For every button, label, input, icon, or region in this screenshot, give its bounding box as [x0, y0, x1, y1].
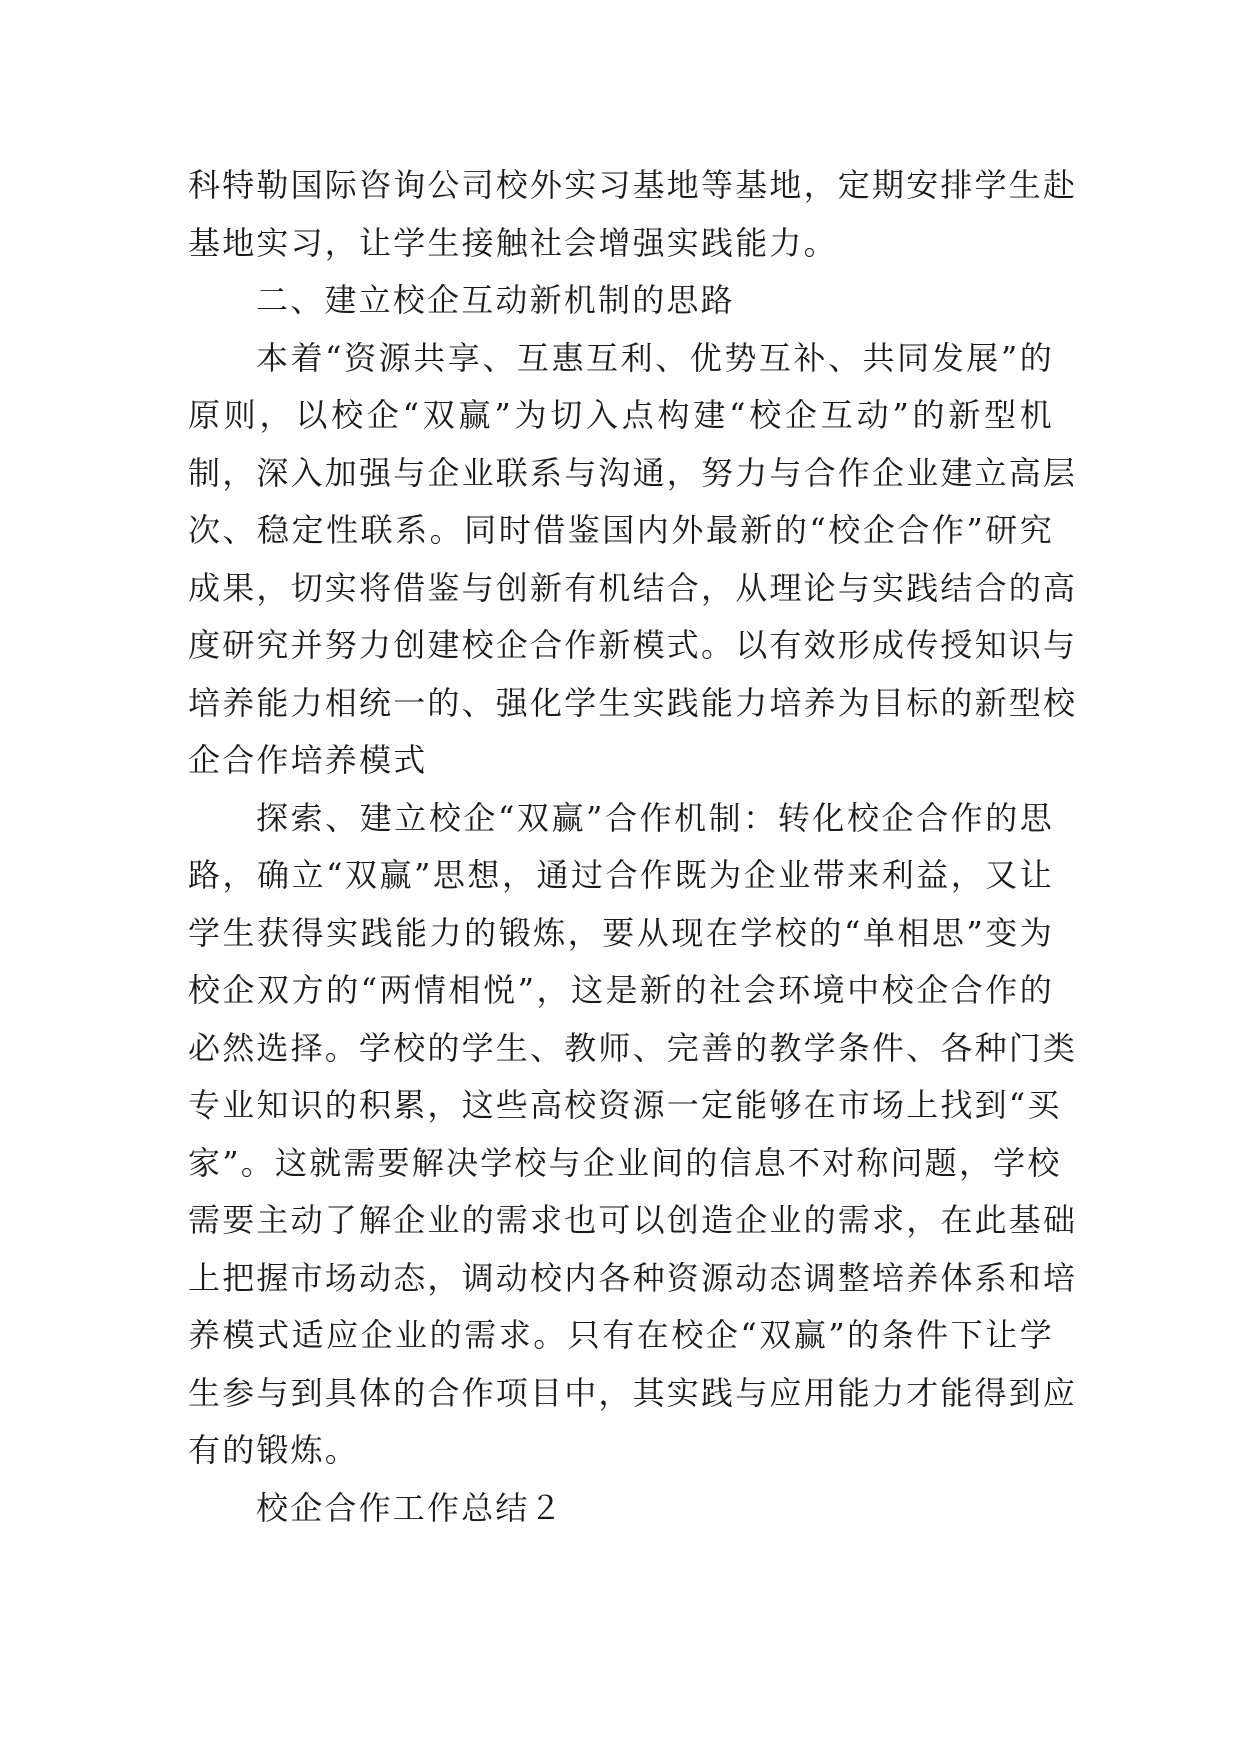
text-line: 专业知识的积累，这些高校资源一定能够在市场上找到“买 [188, 1086, 1062, 1124]
text-line: 家”。这就需要解决学校与企业间的信息不对称问题，学校 [188, 1143, 1062, 1182]
text-line: 上把握市场动态，调动校内各种资源动态调整培养体系和培 [188, 1258, 1078, 1297]
text-line: 企合作培养模式 [188, 741, 428, 779]
document-body [188, 157, 1078, 1537]
text-line: 培养能力相统一的、强化学生实践能力培养为目标的新型校 [188, 683, 1078, 722]
text-line: 本着“资源共享、互惠互利、优势互补、共同发展”的 [256, 338, 1054, 377]
text-line: 路，确立“双赢”思想，通过合作既为企业带来利益，又让 [188, 856, 1054, 894]
paragraph-internship-bases [188, 157, 1078, 272]
paragraph-win-win-mechanism [188, 790, 1078, 1480]
text-line: 生参与到具体的合作项目中，其实践与应用能力才能得到应 [188, 1373, 1078, 1412]
text-line: 校企双方的“两情相悦”，这是新的社会环境中校企合作的 [188, 971, 1054, 1009]
text-line: 学生获得实践能力的锻炼，要从现在学校的“单相思”变为 [188, 913, 1054, 952]
section-heading [188, 272, 1054, 330]
text-line: 制，深入加强与企业联系与沟通，努力与合作企业建立高层 [188, 453, 1078, 492]
text-line: 必然选择。学校的学生、教师、完善的教学条件、各种门类 [188, 1028, 1078, 1067]
text-line: 基地实习，让学生接触社会增强实践能力。 [188, 223, 838, 262]
paragraph-principles [188, 330, 1078, 790]
text-line: 原则，以校企“双赢”为切入点构建“校企互动”的新型机 [188, 396, 1054, 434]
heading-text: 二、建立校企互动新机制的思路 [256, 281, 735, 319]
text-line: 科特勒国际咨询公司校外实习基地等基地，定期安排学生赴 [188, 166, 1078, 204]
summary-title-text: 校企合作工作总结２ [256, 1488, 564, 1527]
summary-title [188, 1480, 1054, 1538]
text-line: 需要主动了解企业的需求也可以创造企业的需求，在此基础 [188, 1201, 1078, 1239]
text-line: 成果，切实将借鉴与创新有机结合，从理论与实践结合的高 [188, 568, 1078, 607]
text-line: 养模式适应企业的需求。只有在校企“双赢”的条件下让学 [188, 1316, 1054, 1354]
text-line: 探索、建立校企“双赢”合作机制：转化校企合作的思 [256, 798, 1054, 837]
text-line: 次、稳定性联系。同时借鉴国内外最新的“校企合作”研究 [188, 511, 1054, 549]
text-line: 度研究并努力创建校企合作新模式。以有效形成传授知识与 [188, 626, 1078, 664]
text-line: 有的锻炼。 [188, 1431, 360, 1469]
